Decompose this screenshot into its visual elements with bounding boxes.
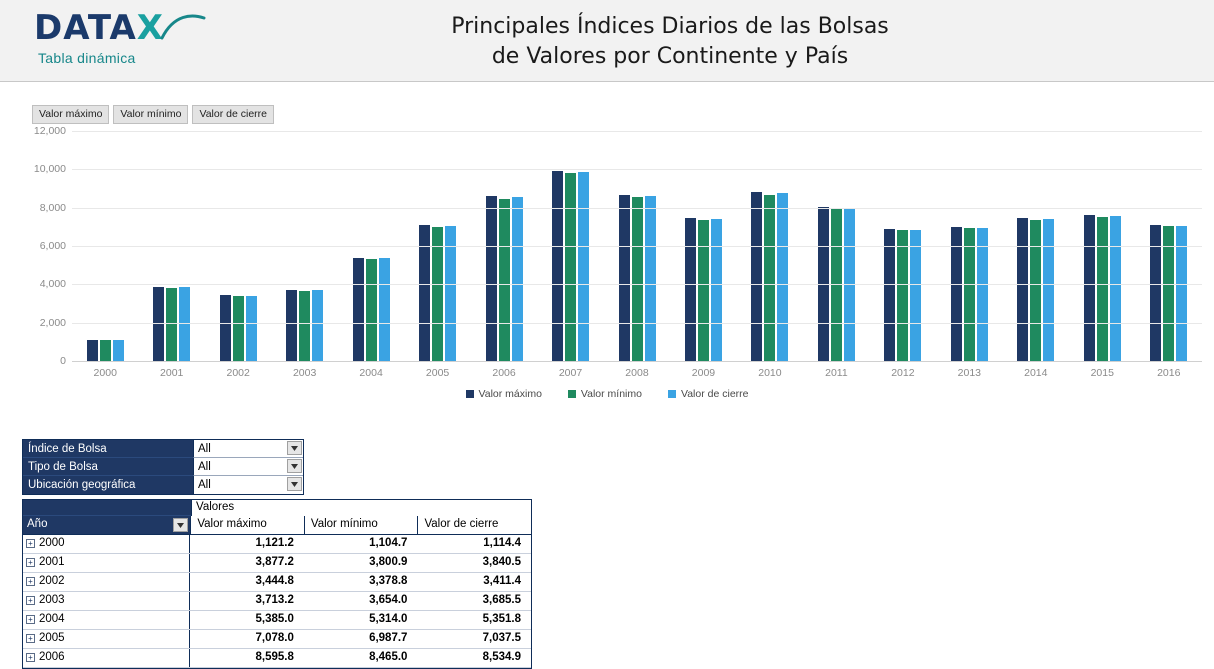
pivot-row-label[interactable]: [23, 592, 190, 610]
pivot-row-year: 2002: [39, 575, 65, 587]
bar-max[interactable]: [286, 290, 297, 361]
bar-max[interactable]: [1084, 215, 1095, 361]
gridline: [72, 284, 1202, 285]
y-axis-tick-label: 12,000: [33, 125, 66, 137]
bar-close[interactable]: [777, 193, 788, 361]
bar-min[interactable]: [233, 296, 244, 361]
bar-min[interactable]: [964, 228, 975, 361]
bar-close[interactable]: [113, 340, 124, 361]
bar-max[interactable]: [1017, 218, 1028, 361]
pivot-row-year: 2000: [39, 537, 65, 549]
gridline: [72, 131, 1202, 132]
pivot-row-label[interactable]: [23, 611, 190, 629]
filter-dropdown-icon[interactable]: [173, 518, 188, 532]
pivot-col-header-max: Valor máximo: [190, 516, 304, 534]
bar-min[interactable]: [166, 288, 177, 361]
bar-close[interactable]: [910, 230, 921, 361]
filter-value-tipo[interactable]: [193, 458, 303, 476]
table-row[interactable]: [23, 611, 531, 630]
bar-min[interactable]: [764, 195, 775, 361]
table-row[interactable]: [23, 573, 531, 592]
page-header: [0, 0, 1214, 82]
bar-min[interactable]: [299, 291, 310, 361]
pivot-row-label[interactable]: [23, 554, 190, 572]
chevron-down-icon[interactable]: [287, 459, 302, 473]
pivot-corner-blank: [23, 500, 191, 516]
bar-max[interactable]: [685, 218, 696, 361]
logo-accent: X: [136, 8, 164, 48]
x-axis-tick-label: 2010: [758, 367, 782, 379]
bar-close[interactable]: [578, 172, 589, 361]
pivot-row-label[interactable]: [23, 573, 190, 591]
pivot-cell-min: 6,987.7: [304, 630, 418, 648]
filter-label-ubicacion: Ubicación geográfica: [23, 476, 193, 494]
pivot-cell-min: 1,104.7: [304, 535, 418, 553]
pivot-row-year: 2001: [39, 556, 65, 568]
logo-subtitle: Tabla dinámica: [38, 50, 136, 66]
pivot-cell-close: 3,685.5: [417, 592, 531, 610]
expand-icon[interactable]: +: [26, 653, 35, 662]
legend-button-close[interactable]: Valor de cierre: [192, 105, 274, 124]
bar-close[interactable]: [645, 196, 656, 361]
chart-legend: [0, 388, 1214, 400]
logo-text: [34, 8, 274, 48]
x-axis-tick-label: 2001: [160, 367, 184, 379]
expand-icon[interactable]: +: [26, 558, 35, 567]
expand-icon[interactable]: +: [26, 615, 35, 624]
pivot-header-top: [23, 500, 531, 516]
filter-value-tipo-text: All: [198, 461, 211, 473]
bar-close[interactable]: [312, 290, 323, 361]
chevron-down-icon[interactable]: [287, 477, 302, 491]
page-title: [300, 12, 1040, 72]
pivot-cell-max: 5,385.0: [190, 611, 304, 629]
logo-main: DATA: [34, 8, 137, 48]
pivot-cell-close: 3,840.5: [417, 554, 531, 572]
legend-swatch-min: [568, 390, 576, 398]
bar-min[interactable]: [432, 227, 443, 361]
x-axis-tick-label: 2011: [825, 367, 848, 379]
y-axis-tick-label: 10,000: [33, 163, 66, 176]
bar-min[interactable]: [698, 220, 709, 361]
pivot-cell-min: 5,314.0: [304, 611, 418, 629]
x-axis-tick-label: 2012: [891, 367, 915, 379]
bar-min[interactable]: [897, 230, 908, 361]
pivot-col-header-min: Valor mínimo: [304, 516, 418, 534]
pivot-cell-min: 8,465.0: [304, 649, 418, 667]
pivot-row-year: 2005: [39, 632, 65, 644]
filter-value-ubicacion[interactable]: [193, 476, 303, 494]
x-axis-tick-label: 2007: [558, 367, 583, 379]
pivot-row-year: 2003: [39, 594, 65, 606]
gridline: [72, 323, 1202, 324]
bar-max[interactable]: [153, 287, 164, 361]
chevron-down-icon[interactable]: [287, 441, 302, 455]
x-axis-tick-label: 2016: [1157, 367, 1181, 379]
expand-icon[interactable]: +: [26, 596, 35, 605]
bar-max[interactable]: [751, 192, 762, 361]
y-axis-tick-label: 0: [60, 355, 66, 367]
pivot-cell-max: 3,444.8: [190, 573, 304, 591]
bar-chart-plot: [33, 125, 1202, 391]
bar-max[interactable]: [619, 195, 630, 361]
x-axis-tick-label: 2005: [425, 367, 450, 379]
legend-item: [466, 388, 542, 400]
pivot-cell-close: 1,114.4: [417, 535, 531, 553]
legend-item: [668, 388, 749, 400]
legend-button-max[interactable]: Valor máximo: [32, 105, 109, 124]
gridline: [72, 361, 1202, 362]
bar-close[interactable]: [1043, 219, 1054, 361]
expand-icon[interactable]: +: [26, 577, 35, 586]
table-row[interactable]: [23, 630, 531, 649]
pivot-cell-max: 3,713.2: [190, 592, 304, 610]
pivot-cell-min: 3,800.9: [304, 554, 418, 572]
filter-row-indice: [23, 440, 303, 458]
bar-close[interactable]: [977, 228, 988, 361]
slicer-filters: [22, 439, 304, 495]
y-axis-tick-label: 8,000: [39, 201, 66, 214]
pivot-col-header-close: Valor de cierre: [417, 516, 531, 534]
bar-min[interactable]: [366, 259, 377, 361]
table-row[interactable]: [23, 554, 531, 573]
y-axis-tick-label: 2,000: [39, 316, 66, 329]
table-row[interactable]: [23, 535, 531, 554]
x-axis-tick-label: 2002: [226, 367, 250, 379]
table-row[interactable]: [23, 592, 531, 611]
legend-button-min[interactable]: Valor mínimo: [113, 105, 188, 124]
pivot-row-header[interactable]: [23, 516, 190, 534]
pivot-header-columns: [23, 516, 531, 535]
bar-max[interactable]: [87, 340, 98, 361]
pivot-cell-max: 7,078.0: [190, 630, 304, 648]
filter-label-indice: Índice de Bolsa: [23, 440, 193, 458]
pivot-cell-min: 3,378.8: [304, 573, 418, 591]
legend-label: Valor mínimo: [580, 388, 642, 400]
pivot-cell-close: 8,534.9: [417, 649, 531, 667]
gridline: [72, 169, 1202, 170]
bar-min[interactable]: [1030, 220, 1041, 361]
pivot-table: [22, 499, 532, 669]
filter-value-indice-text: All: [198, 443, 211, 455]
pivot-cell-max: 3,877.2: [190, 554, 304, 572]
expand-icon[interactable]: +: [26, 634, 35, 643]
pivot-cell-close: 7,037.5: [417, 630, 531, 648]
legend-item: [568, 388, 642, 400]
filter-value-ubicacion-text: All: [198, 479, 211, 491]
bar-min[interactable]: [100, 340, 111, 361]
pivot-cell-max: 1,121.2: [190, 535, 304, 553]
x-axis-tick-label: 2006: [492, 367, 516, 379]
y-axis-tick-label: 6,000: [39, 240, 66, 252]
gridline: [72, 208, 1202, 209]
pivot-cell-close: 3,411.4: [417, 573, 531, 591]
bar-close[interactable]: [711, 219, 722, 361]
bar-max[interactable]: [486, 196, 497, 361]
bar-min[interactable]: [632, 197, 643, 361]
bar-min[interactable]: [499, 199, 510, 361]
pivot-cell-max: 8,595.8: [190, 649, 304, 667]
x-axis-tick-label: 2004: [359, 367, 383, 379]
pivot-cell-close: 5,351.8: [417, 611, 531, 629]
pivot-row-header-label: Año: [27, 518, 48, 530]
x-axis-tick-label: 2003: [292, 367, 317, 379]
legend-label: Valor máximo: [478, 388, 542, 400]
bar-min[interactable]: [1097, 217, 1108, 361]
logo: [34, 8, 274, 66]
bar-max[interactable]: [884, 229, 895, 361]
page-title-line2: de Valores por Continente y País: [491, 44, 849, 69]
legend-swatch-close: [668, 390, 676, 398]
bar-close[interactable]: [1110, 216, 1121, 361]
x-axis-tick-label: 2014: [1024, 367, 1048, 379]
page-title-line1: Principales Índices Diarios de las Bolsas: [451, 14, 889, 39]
pivot-body: [23, 535, 531, 668]
gridline: [72, 246, 1202, 247]
bar-max[interactable]: [552, 171, 563, 361]
x-axis-tick-label: 2015: [1090, 367, 1114, 379]
y-axis-tick-label: 4,000: [39, 278, 66, 291]
pivot-row-label[interactable]: [23, 535, 190, 553]
x-axis-tick-label: 2009: [691, 367, 716, 379]
x-axis-tick-label: 2013: [957, 367, 982, 379]
x-axis-tick-label: 2000: [93, 367, 117, 379]
legend-button-group: [32, 105, 274, 124]
filter-row-ubicacion: [23, 476, 303, 494]
expand-icon[interactable]: +: [26, 539, 35, 548]
legend-label: Valor de cierre: [680, 388, 749, 400]
pivot-values-header: Valores: [191, 500, 531, 516]
legend-swatch-max: [466, 390, 474, 398]
chart-panel: [0, 83, 1214, 413]
pivot-row-label[interactable]: [23, 630, 190, 648]
bar-min[interactable]: [565, 173, 576, 361]
pivot-row-year: 2006: [39, 651, 65, 663]
bar-max[interactable]: [220, 295, 231, 361]
bar-close[interactable]: [179, 287, 190, 361]
bar-close[interactable]: [246, 296, 257, 361]
bar-close[interactable]: [379, 258, 390, 361]
table-row[interactable]: [23, 649, 531, 668]
filter-row-tipo: [23, 458, 303, 476]
x-axis-tick-label: 2008: [625, 367, 649, 379]
bar-close[interactable]: [512, 197, 523, 361]
filter-value-indice[interactable]: [193, 440, 303, 458]
pivot-row-year: 2004: [39, 613, 65, 625]
bar-max[interactable]: [353, 258, 364, 361]
pivot-cell-min: 3,654.0: [304, 592, 418, 610]
pivot-row-label[interactable]: [23, 649, 190, 667]
filter-label-tipo: Tipo de Bolsa: [23, 458, 193, 476]
